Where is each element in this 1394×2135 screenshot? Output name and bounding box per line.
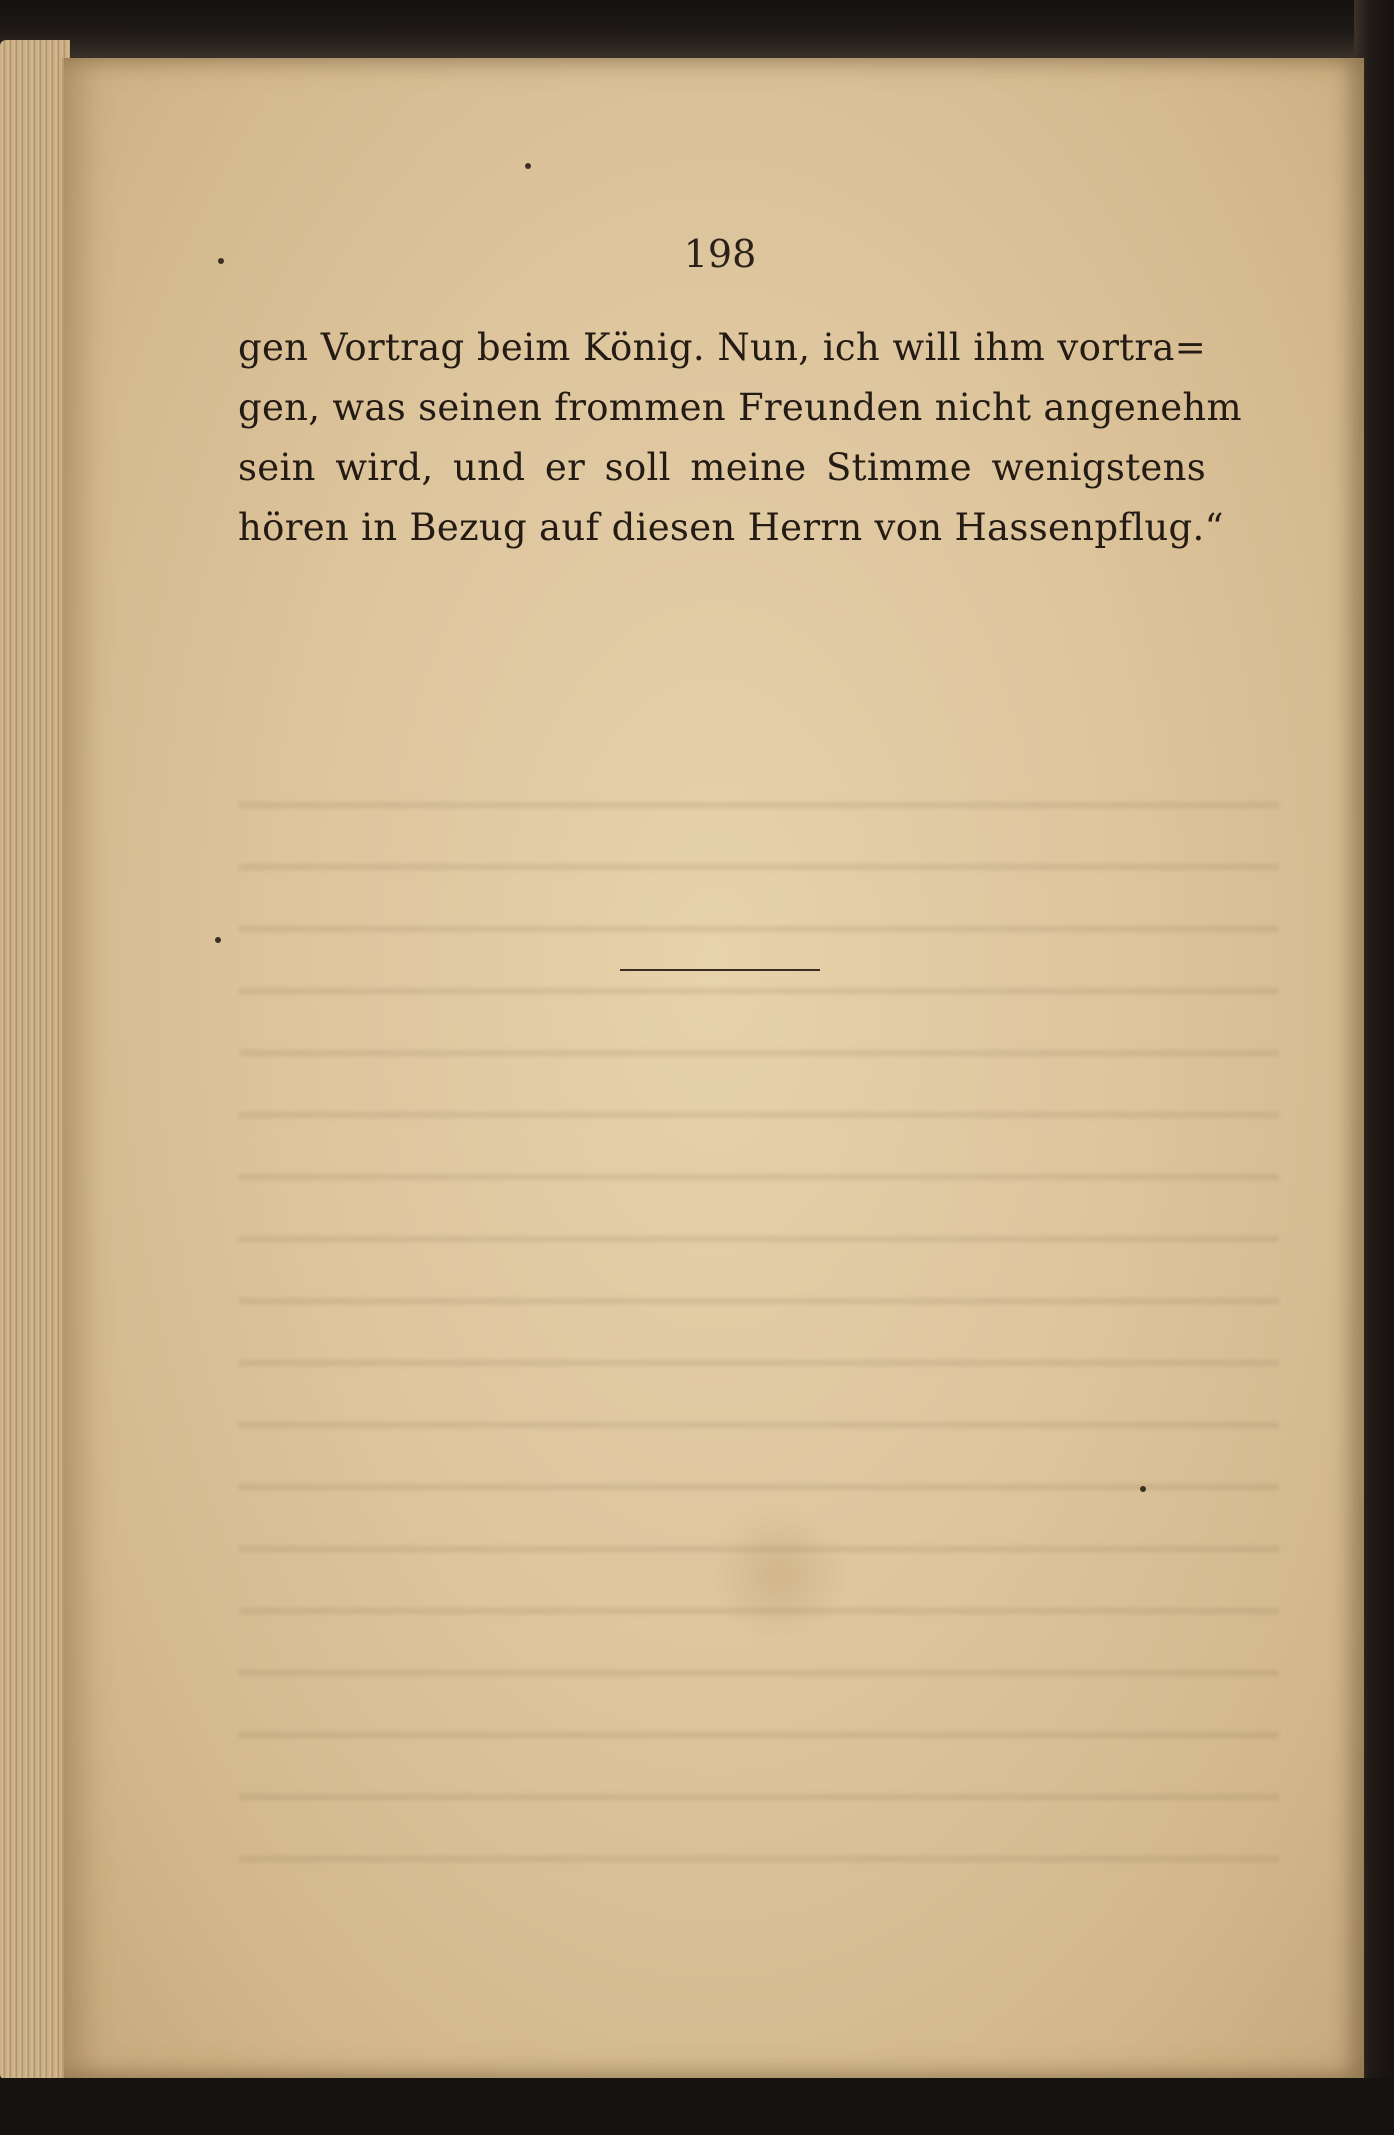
text-line: hören in Bezug auf diesen Herrn von Hassenpflug.“ [238, 506, 1224, 549]
paper-speck [215, 937, 221, 943]
text-line: sein wird, und er soll meine Stimme wenigstens [238, 446, 1206, 489]
page-number: 198 [683, 232, 757, 276]
section-divider-rule [620, 969, 820, 971]
page-edges [0, 40, 70, 2080]
paper-speck [1140, 1486, 1146, 1492]
paper-speck [218, 258, 224, 264]
bleed-through-texture [239, 758, 1279, 1878]
book-binding-top [0, 0, 1394, 60]
body-text [238, 318, 1242, 558]
paper-speck [525, 163, 531, 169]
paper-stain [704, 1508, 854, 1638]
text-line: gen Vortrag beim König. Nun, ich will ihm vortra= [238, 326, 1206, 369]
book-binding-bottom [0, 2078, 1394, 2135]
text-line: gen, was seinen frommen Freunden nicht angenehm [238, 386, 1242, 429]
